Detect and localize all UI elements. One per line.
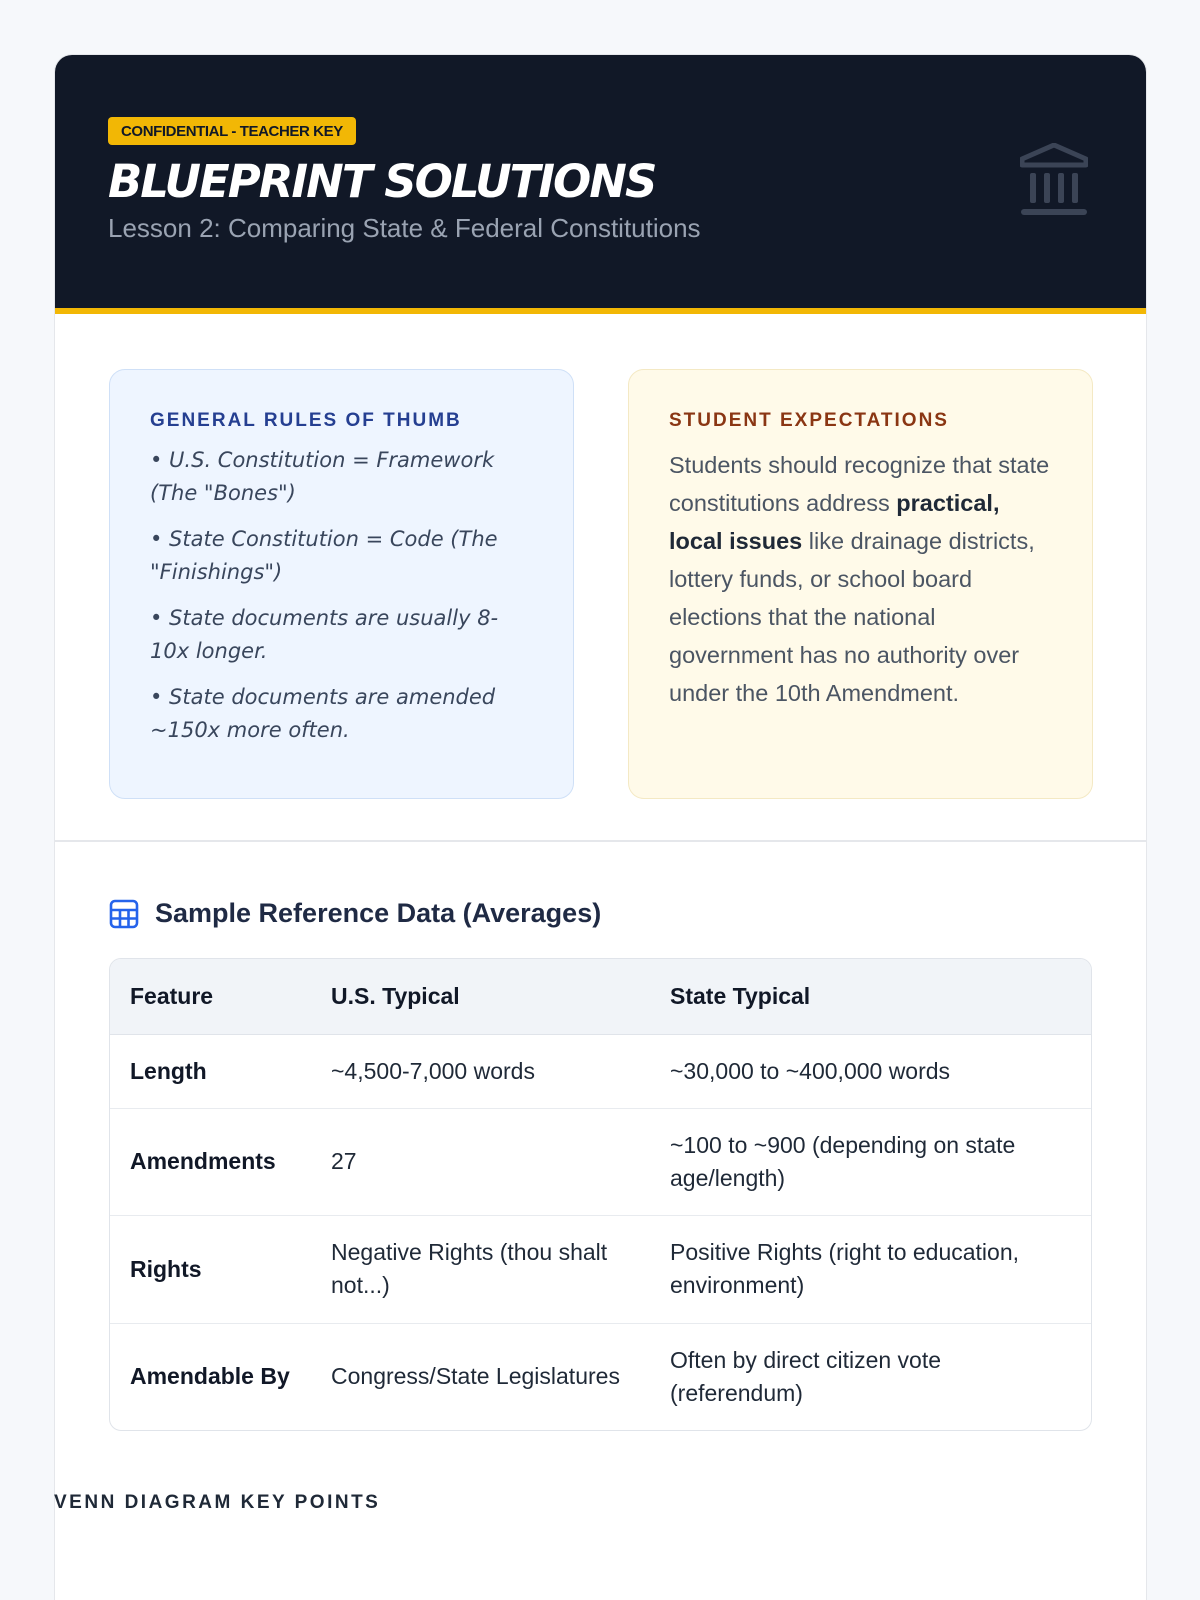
bank-icon — [1020, 143, 1088, 217]
rule-item: • U.S. Constitution = Framework (The "Bones") — [150, 448, 495, 505]
us-cell: 27 — [311, 1108, 650, 1215]
venn-heading: VENN DIAGRAM KEY POINTS — [54, 1492, 381, 1513]
table-header-row — [110, 959, 1091, 1034]
expectations-text-end: like drainage districts, lottery funds, or school board elections that the national government has no authority over under the 10th Amendment. — [669, 528, 1035, 706]
column-header-us: U.S. Typical — [311, 959, 650, 1034]
table-grid-icon — [109, 899, 139, 929]
solutions-card — [54, 54, 1147, 1600]
us-cell: Congress/State Legislatures — [331, 1363, 620, 1390]
reference-table — [109, 958, 1092, 1431]
rules-heading: GENERAL RULES OF THUMB — [150, 410, 462, 431]
summary-section — [55, 314, 1146, 842]
feature-cell: Length — [110, 1034, 311, 1108]
confidential-badge: CONFIDENTIAL - TEACHER KEY — [108, 117, 356, 145]
state-cell: ~30,000 to ~400,000 words — [650, 1034, 1091, 1108]
us-cell: Negative Rights (thou shalt not...) — [311, 1215, 650, 1323]
column-header-state: State Typical — [650, 959, 1091, 1034]
rules-of-thumb-box — [109, 369, 574, 799]
reference-heading — [109, 898, 1092, 929]
state-cell: Positive Rights (right to education, environment) — [650, 1215, 1091, 1323]
table-row — [110, 1034, 1091, 1108]
feature-cell: Amendable By — [130, 1363, 290, 1390]
us-cell: ~4,500-7,000 words — [311, 1034, 650, 1108]
expectations-text-start: Students should recognize that state constitutions address — [669, 452, 1050, 516]
student-expectations-box — [628, 369, 1093, 799]
column-header-feature: Feature — [110, 959, 311, 1034]
feature-cell: Amendments — [110, 1108, 311, 1215]
expectations-heading: STUDENT EXPECTATIONS — [669, 410, 949, 431]
table-row — [110, 1215, 1091, 1323]
reference-heading-text: Sample Reference Data (Averages) — [155, 898, 602, 928]
rules-list — [150, 444, 535, 747]
lesson-subtitle: Lesson 2: Comparing State & Federal Constitutions — [108, 212, 701, 243]
feature-cell: Rights — [110, 1215, 311, 1323]
state-cell: ~100 to ~900 (depending on state age/length) — [650, 1108, 1091, 1215]
page-title: BLUEPRINT SOLUTIONS — [108, 155, 656, 208]
rule-item: • State Constitution = Code (The "Finishings") — [150, 527, 498, 584]
expectations-text-bold: practical, local issues — [669, 490, 1000, 554]
rule-item: • State documents are amended ~150x more often. — [150, 685, 496, 742]
state-cell: Often by direct citizen vote (referendum) — [670, 1346, 942, 1406]
rule-item: • State documents are usually 8-10x longer. — [150, 606, 499, 663]
table-row — [110, 1323, 1091, 1430]
reference-data-section — [55, 842, 1146, 1431]
table-row — [110, 1108, 1091, 1215]
expectations-text — [669, 446, 1054, 712]
header — [55, 55, 1146, 314]
